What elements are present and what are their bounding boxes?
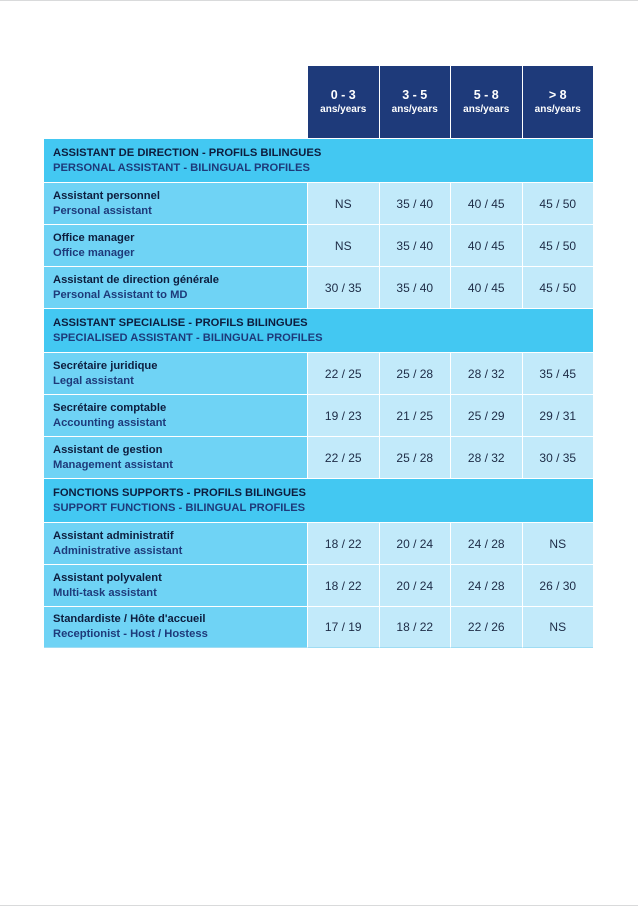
- salary-cell: 30 / 35: [522, 436, 594, 478]
- job-label-cell: [44, 352, 307, 394]
- section-title-cell: [44, 308, 593, 352]
- section-title-en: SPECIALISED ASSISTANT - BILINGUAL PROFILES: [53, 332, 323, 344]
- section-title-fr: ASSISTANT SPECIALISE - PROFILS BILINGUES: [53, 317, 308, 329]
- section-row: [44, 138, 593, 182]
- salary-cell: NS: [307, 182, 379, 224]
- salary-cell: 18 / 22: [307, 564, 379, 606]
- job-label-cell: [44, 436, 307, 478]
- salary-cell: 18 / 22: [379, 606, 451, 648]
- job-label-cell: [44, 564, 307, 606]
- table-row: [44, 394, 593, 436]
- salary-cell: NS: [307, 224, 379, 266]
- header-range: 3 - 5: [402, 88, 428, 102]
- job-label-cell: [44, 182, 307, 224]
- salary-cell: 21 / 25: [379, 394, 451, 436]
- job-title-en: Accounting assistant: [53, 416, 167, 429]
- header-cell-experience: [307, 66, 379, 138]
- header-cell-experience: [522, 66, 594, 138]
- salary-cell: 28 / 32: [450, 436, 522, 478]
- salary-cell: 20 / 24: [379, 564, 451, 606]
- header-range: > 8: [548, 88, 567, 102]
- job-title-en: Administrative assistant: [53, 544, 183, 557]
- salary-cell: 26 / 30: [522, 564, 594, 606]
- job-title-en: Personal Assistant to MD: [53, 288, 188, 301]
- job-label-cell: [44, 266, 307, 308]
- salary-cell: 25 / 28: [379, 436, 451, 478]
- salary-cell: 24 / 28: [450, 564, 522, 606]
- salary-table: [44, 66, 593, 648]
- section-title-en: PERSONAL ASSISTANT - BILINGUAL PROFILES: [53, 162, 310, 174]
- salary-cell: 35 / 45: [522, 352, 594, 394]
- job-title-fr: Assistant personnel: [53, 189, 160, 202]
- job-title-fr: Assistant de gestion: [53, 443, 163, 456]
- page-top-edge: [0, 0, 638, 1]
- salary-cell: 35 / 40: [379, 266, 451, 308]
- header-cell-experience: [379, 66, 451, 138]
- table-row: [44, 606, 593, 648]
- table-row: [44, 224, 593, 266]
- header-unit: ans/years: [320, 104, 367, 115]
- table-row: [44, 352, 593, 394]
- salary-cell: 35 / 40: [379, 182, 451, 224]
- salary-cell: 45 / 50: [522, 182, 594, 224]
- salary-cell: NS: [522, 522, 594, 564]
- table-row: [44, 182, 593, 224]
- job-title-en: Personal assistant: [53, 204, 152, 217]
- salary-cell: 19 / 23: [307, 394, 379, 436]
- job-title-en: Management assistant: [53, 458, 173, 471]
- table-row: [44, 436, 593, 478]
- table-row: [44, 266, 593, 308]
- salary-cell: 25 / 28: [379, 352, 451, 394]
- header-blank-cell: [44, 66, 307, 138]
- section-title-cell: [44, 138, 593, 182]
- salary-cell: 22 / 26: [450, 606, 522, 648]
- job-title-fr: Secrétaire juridique: [53, 359, 158, 372]
- salary-cell: NS: [522, 606, 594, 648]
- salary-cell: 18 / 22: [307, 522, 379, 564]
- section-title-en: SUPPORT FUNCTIONS - BILINGUAL PROFILES: [53, 502, 306, 514]
- job-label-cell: [44, 522, 307, 564]
- section-title-cell: [44, 478, 593, 522]
- salary-cell: 35 / 40: [379, 224, 451, 266]
- job-title-fr: Secrétaire comptable: [53, 401, 167, 414]
- salary-cell: 22 / 25: [307, 436, 379, 478]
- header-range: 0 - 3: [330, 88, 356, 102]
- salary-cell: 45 / 50: [522, 224, 594, 266]
- header-unit: ans/years: [463, 104, 510, 115]
- salary-cell: 40 / 45: [450, 224, 522, 266]
- salary-cell: 22 / 25: [307, 352, 379, 394]
- job-label-cell: [44, 606, 307, 648]
- section-row: [44, 478, 593, 522]
- job-title-fr: Standardiste / Hôte d'accueil: [53, 613, 206, 625]
- job-title-en: Office manager: [53, 246, 135, 259]
- section-title-fr: FONCTIONS SUPPORTS - PROFILS BILINGUES: [53, 487, 306, 499]
- salary-cell: 24 / 28: [450, 522, 522, 564]
- table-row: [44, 522, 593, 564]
- job-label-cell: [44, 394, 307, 436]
- header-cell-experience: [450, 66, 522, 138]
- job-title-fr: Assistant administratif: [53, 529, 174, 542]
- salary-cell: 40 / 45: [450, 182, 522, 224]
- job-title-fr: Assistant polyvalent: [53, 571, 162, 584]
- section-row: [44, 308, 593, 352]
- salary-cell: 17 / 19: [307, 606, 379, 648]
- job-title-en: Receptionist - Host / Hostess: [53, 628, 208, 640]
- header-unit: ans/years: [534, 104, 581, 115]
- job-title-fr: Assistant de direction générale: [53, 273, 219, 286]
- job-title-en: Legal assistant: [53, 374, 134, 387]
- salary-cell: 45 / 50: [522, 266, 594, 308]
- section-title-fr: ASSISTANT DE DIRECTION - PROFILS BILINGUES: [53, 147, 322, 159]
- salary-cell: 28 / 32: [450, 352, 522, 394]
- salary-cell: 40 / 45: [450, 266, 522, 308]
- table-row: [44, 564, 593, 606]
- table-header-row: [44, 66, 593, 138]
- job-title-en: Multi-task assistant: [53, 586, 157, 599]
- salary-cell: 25 / 29: [450, 394, 522, 436]
- salary-cell: 30 / 35: [307, 266, 379, 308]
- header-range: 5 - 8: [473, 88, 499, 102]
- salary-cell: 20 / 24: [379, 522, 451, 564]
- salary-cell: 29 / 31: [522, 394, 594, 436]
- job-title-fr: Office manager: [53, 231, 135, 244]
- header-unit: ans/years: [391, 104, 438, 115]
- job-label-cell: [44, 224, 307, 266]
